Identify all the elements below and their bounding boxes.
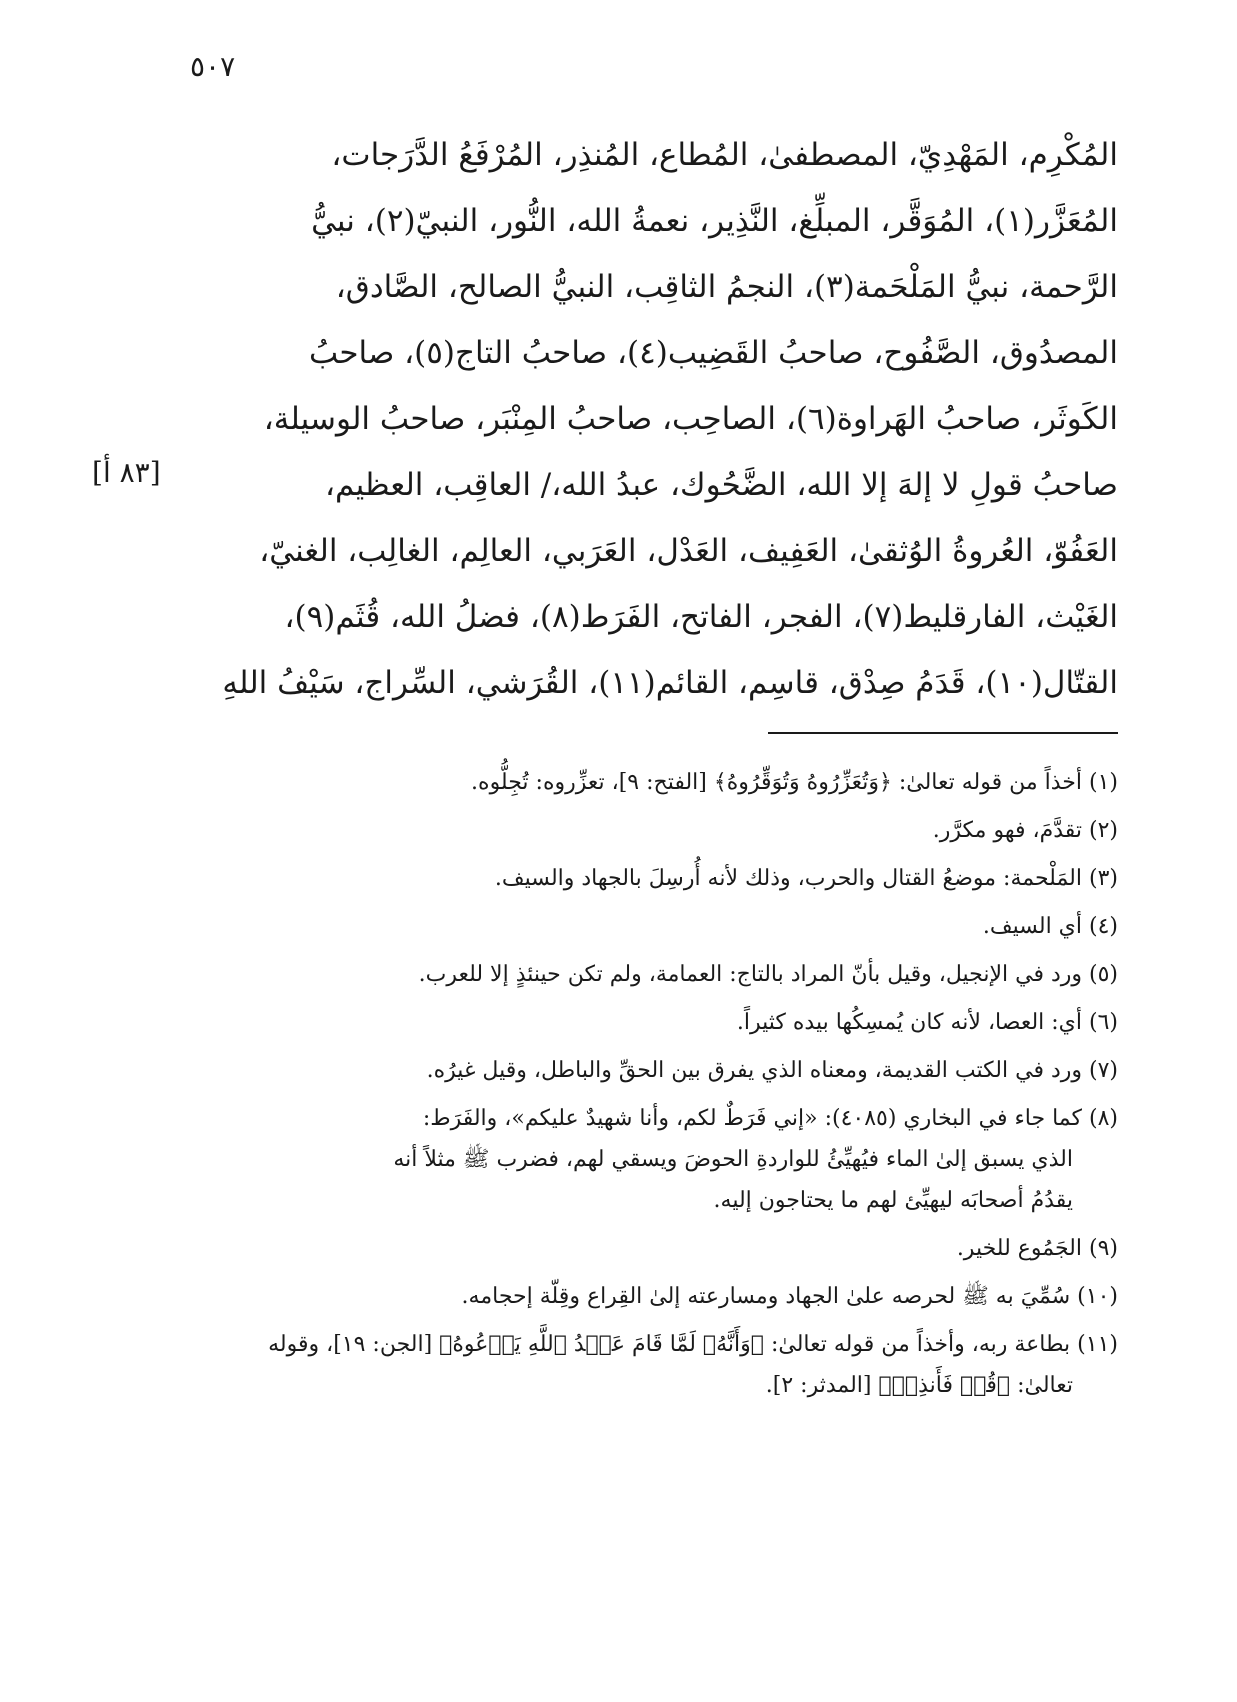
footnote-1: (١) أخذاً من قوله تعالىٰ: ﴿وَتُعَزِّرُوهُ وَتُوَقِّرُوهُ﴾ [الفتح: ٩]، تعزِّروه: تُجِلُّوه. bbox=[471, 770, 1118, 795]
main-text-line: العَفُوّ، العُروةُ الوُثقىٰ، العَفِيف، العَدْل، العَرَبي، العالِم، الغالِب، الغنيّ، bbox=[259, 533, 1118, 569]
footnote-2: (٢) تقدَّمَ، فهو مكرَّر. bbox=[932, 818, 1118, 843]
footnote-11: (١١) بطاعة ربه، وأخذاً من قوله تعالىٰ: ﴿وَأَنَّهُۥ لَمَّا قَامَ عَبۡدُ ٱللَّهِ يَدۡعُوهُ﴾ [الجن: ١٩]، وقوله bbox=[268, 1332, 1118, 1357]
footnote-8-continuation: الذي يسبق إلىٰ الماء فيُهيِّئُ للواردةِ الحوضَ ويسقي لهم، فضرب ﷺ مثلاً أنه bbox=[393, 1147, 1073, 1172]
footnote-11-continuation: تعالىٰ: ﴿قُمۡ فَأَنذِرۡ﴾ [المدثر: ٢]. bbox=[765, 1373, 1073, 1398]
footnote-4: (٤) أي السيف. bbox=[982, 914, 1118, 939]
footnote-10: (١٠) سُمِّيَ به ﷺ لحرصه علىٰ الجهاد ومسارعته إلىٰ القِراع وقِلّة إحجامه. bbox=[461, 1284, 1118, 1309]
page-number: ٥٠٧ bbox=[190, 50, 236, 83]
footnote-separator bbox=[768, 732, 1118, 734]
footnote-7: (٧) ورد في الكتب القديمة، ومعناه الذي يفرق بين الحقِّ والباطل، وقيل غيرُه. bbox=[426, 1058, 1118, 1083]
footnotes bbox=[178, 762, 1118, 1406]
main-text-line: صاحبُ قولِ لا إلهَ إلا الله، الضَّحُوك، عبدُ الله،/ العاقِب، العظيم، bbox=[324, 467, 1118, 503]
main-text-line: الغَيْث، الفارقليط(٧)، الفجر، الفاتح، الفَرَط(٨)، فضلُ الله، قُثَم(٩)، bbox=[284, 599, 1118, 635]
main-text-line: المُعَزَّر(١)، المُوَقَّر، المبلِّغ، النَّذِير، نعمةُ الله، النُّور، النبيّ(٢)، نبيُّ bbox=[311, 203, 1118, 239]
main-text-line: الرَّحمة، نبيُّ المَلْحَمة(٣)، النجمُ الثاقِب، النبيُّ الصالح، الصَّادق، bbox=[335, 269, 1118, 305]
main-text bbox=[178, 122, 1118, 716]
main-text-line: الكَوثَر، صاحبُ الهَراوة(٦)، الصاحِب، صاحبُ المِنْبَر، صاحبُ الوسيلة، bbox=[263, 401, 1118, 437]
folio-marker: [٨٣ أ] bbox=[92, 456, 161, 489]
footnote-6: (٦) أي: العصا، لأنه كان يُمسِكُها بيده كثيراً. bbox=[736, 1010, 1118, 1035]
footnote-8-continuation: يقدُمُ أصحابَه ليهيِّئ لهم ما يحتاجون إليه. bbox=[713, 1188, 1073, 1213]
footnote-8: (٨) كما جاء في البخاري (٤٠٨٥): «إني فَرَطٌ لكم، وأنا شهيدٌ عليكم»، والفَرَط: bbox=[422, 1106, 1118, 1131]
footnote-5: (٥) ورد في الإنجيل، وقيل بأنّ المراد بالتاج: العمامة، ولم تكن حينئذٍ إلا للعرب. bbox=[418, 962, 1118, 987]
footnote-9: (٩) الجَمُوع للخير. bbox=[956, 1236, 1118, 1261]
main-text-line: المُكْرِم، المَهْدِيّ، المصطفىٰ، المُطاع، المُنذِر، المُرْفَعُ الدَّرَجات، bbox=[331, 137, 1118, 173]
main-text-line: القتّال(١٠)، قَدَمُ صِدْق، قاسِم، القائم(١١)، القُرَشي، السِّراج، سَيْفُ اللهِ bbox=[222, 665, 1118, 701]
footnote-3: (٣) المَلْحمة: موضعُ القتال والحرب، وذلك لأنه أُرسِلَ بالجهاد والسيف. bbox=[494, 866, 1118, 891]
main-text-line: المصدُوق، الصَّفُوح، صاحبُ القَضِيب(٤)، صاحبُ التاج(٥)، صاحبُ bbox=[308, 335, 1118, 371]
